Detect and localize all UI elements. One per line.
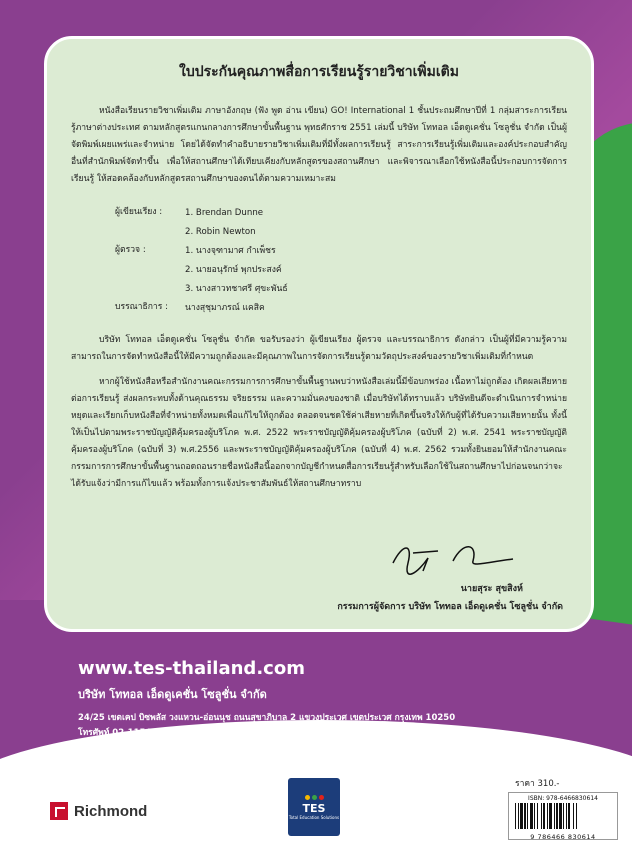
tes-logo	[288, 778, 340, 836]
liability-paragraph: หากผู้ใช้หนังสือหรือสำนักงานคณะกรรมการการศึกษาขั้นพื้นฐานพบว่าหนังสือเล่มนี้มีข้อบกพร่อง เนื้อหาไม่ถูกต้อง เกิดผลเสียหายต่อการเรียนรู้ ส่งผลกระทบทั้งด้านคุณธรรม จริยธรรม และความมั่นคงของชาติ เมื่อบริษัทได้ทราบแล้ว บริษัทยินดีจะดำเนินการจำหน่ายหยุดและเรียกเก็บหนังสือที่จำหน่ายทั้งหมดเพื่อแก้ไขให้ถูกต้อง ตลอดจนชดใช้ค่าเสียหายที่เกิดขึ้นจริงให้กับผู้ที่ได้รับความเสียหายนั้น ทั้งนี้ให้เป็นไปตามพระราชบัญญัติคุ้มครองผู้บริโภค พ.ศ. 2522 พระราชบัญญัติคุ้มครองผู้บริโภค (ฉบับที่ 2) พ.ศ. 2541 พระราชบัญญัติคุ้มครองผู้บริโภค (ฉบับที่ 3) พ.ศ.2556 และพระราชบัญญัติคุ้มครองผู้บริโภค (ฉบับที่ 4) พ.ศ. 2562 รวมทั้งยินยอมให้สำนักงานคณะกรรมการการศึกษาขั้นพื้นฐานถอดถอนรายชื่อหนังสือนี้ออกจากบัญชีกำหนดสื่อการเรียนรู้สำหรับเลือกใช้ในสถานศึกษาไปก่อนจนกว่าจะได้รับแจ้งว่ามีการแก้ไขแล้ว พร้อมทั้งการแจ้งประชาสัมพันธ์ให้สถานศึกษาทราบ	[71, 377, 567, 489]
credit-name: 2. นายอนุรักษ์ พุกประสงค์	[185, 265, 282, 275]
barcode-bars	[513, 803, 613, 829]
publisher-info	[78, 658, 455, 741]
publisher-phone: โทรศัพท์ 02-1154943, 094-9235547 โทรสาร 02-0892425	[78, 728, 330, 738]
credit-name: นางสุชุมาภรณ์ แคสิค	[185, 303, 265, 313]
tes-dots-icon	[305, 795, 324, 800]
certificate-title: ใบประกันคุณภาพสื่อการเรียนรู้รายวิชาเพิ่มเติม	[179, 64, 459, 80]
isbn-barcode	[508, 792, 618, 840]
barcode-number: 9 786466 830614	[530, 833, 596, 841]
richmond-wordmark: Richmond	[74, 802, 148, 820]
quality-certificate-card	[44, 36, 594, 632]
credits-block	[115, 204, 567, 318]
publisher-company: บริษัท โททอล เอ็ดดูเคชั่น โซลูชั่น จำกัด	[78, 688, 267, 701]
richmond-logo	[50, 802, 147, 820]
credit-name: 1. Brendan Dunne	[185, 208, 264, 218]
signature-area	[303, 533, 563, 613]
credit-role: ผู้เขียนเรียง :	[115, 207, 163, 217]
credit-name: 1. นางจุฑามาศ กำเพ็ชร	[185, 246, 276, 256]
publisher-address: 24/25 เขตเคป บิซพลัส วงแหวน-อ่อนนุช ถนนสุขาภิบาล 2 แขวงประเวศ เขตประเวศ กรุงเทพ 10250	[78, 713, 456, 723]
signer-title: กรรมการผู้จัดการ บริษัท โททอล เอ็ดดูเคชั่น โซลูชั่น จำกัด	[337, 602, 563, 612]
credit-name: 2. Robin Newton	[185, 227, 256, 237]
certification-paragraph: บริษัท โททอล เอ็ดดูเคชั่น โซลูชั่น จำกัด ขอรับรองว่า ผู้เขียนเรียง ผู้ตรวจ และบรรณาธิการ ดังกล่าว เป็นผู้ที่มีความรู้ความสามารถในการจัดทำหนังสือนี้ให้มีความถูกต้องและมีคุณภาพในการจัดการเรียนรู้ตามวัตถุประสงค์ของรายวิชาเพิ่มเติมที่กำหนด	[71, 335, 567, 362]
credit-authors	[115, 204, 567, 242]
tes-subtitle: Total Education Solutions	[288, 814, 340, 820]
credit-reviewers	[115, 242, 567, 299]
publisher-website[interactable]: www.tes-thailand.com	[78, 658, 305, 679]
richmond-icon	[50, 802, 68, 820]
credit-role: บรรณาธิการ :	[115, 302, 169, 312]
credit-name: 3. นางสาวทชาศรี ศุขะพันธ์	[185, 284, 288, 294]
credit-editor	[115, 299, 567, 318]
intro-paragraph: หนังสือเรียนรายวิชาเพิ่มเติม ภาษาอังกฤษ (ฟัง พูด อ่าน เขียน) GO! International 1 ชั้นประถมศึกษาปีที่ 1 กลุ่มสาระการเรียนรู้ภาษาต่างประเทศ ตามหลักสูตรแกนกลางการศึกษาขั้นพื้นฐาน พุทธศักราช 2551 เล่มนี้ บริษัท โททอล เอ็ดดูเคชั่น โซลูชั่น จำกัด เป็นผู้จัดพิมพ์เผยแพร่และจำหน่าย โดยได้จัดทำคำอธิบายรายวิชาเพิ่มเติมที่มีทั้งผลการเรียนรู้ สาระการเรียนรู้เพิ่มเติมและองค์ประกอบสำคัญอื่นที่สำนักพิมพ์จัดทำขึ้น เพื่อให้สถานศึกษาได้เทียบเคียงกับหลักสูตรของสถานศึกษา และพิจารณาเลือกใช้หนังสือนี้ประกอบการจัดการเรียนรู้ ให้สอดคล้องกับหลักสูตรสถานศึกษาของตนได้ตามความเหมาะสม	[71, 106, 567, 184]
isbn-label: ISBN: 978-6466830614	[528, 795, 598, 802]
signature-image	[303, 533, 563, 577]
price-label: ราคา 310.-	[515, 779, 560, 789]
tes-wordmark: TES	[302, 801, 326, 815]
signer-name: นายสุระ สุขสิงห์	[460, 584, 523, 594]
credit-role: ผู้ตรวจ :	[115, 245, 146, 255]
